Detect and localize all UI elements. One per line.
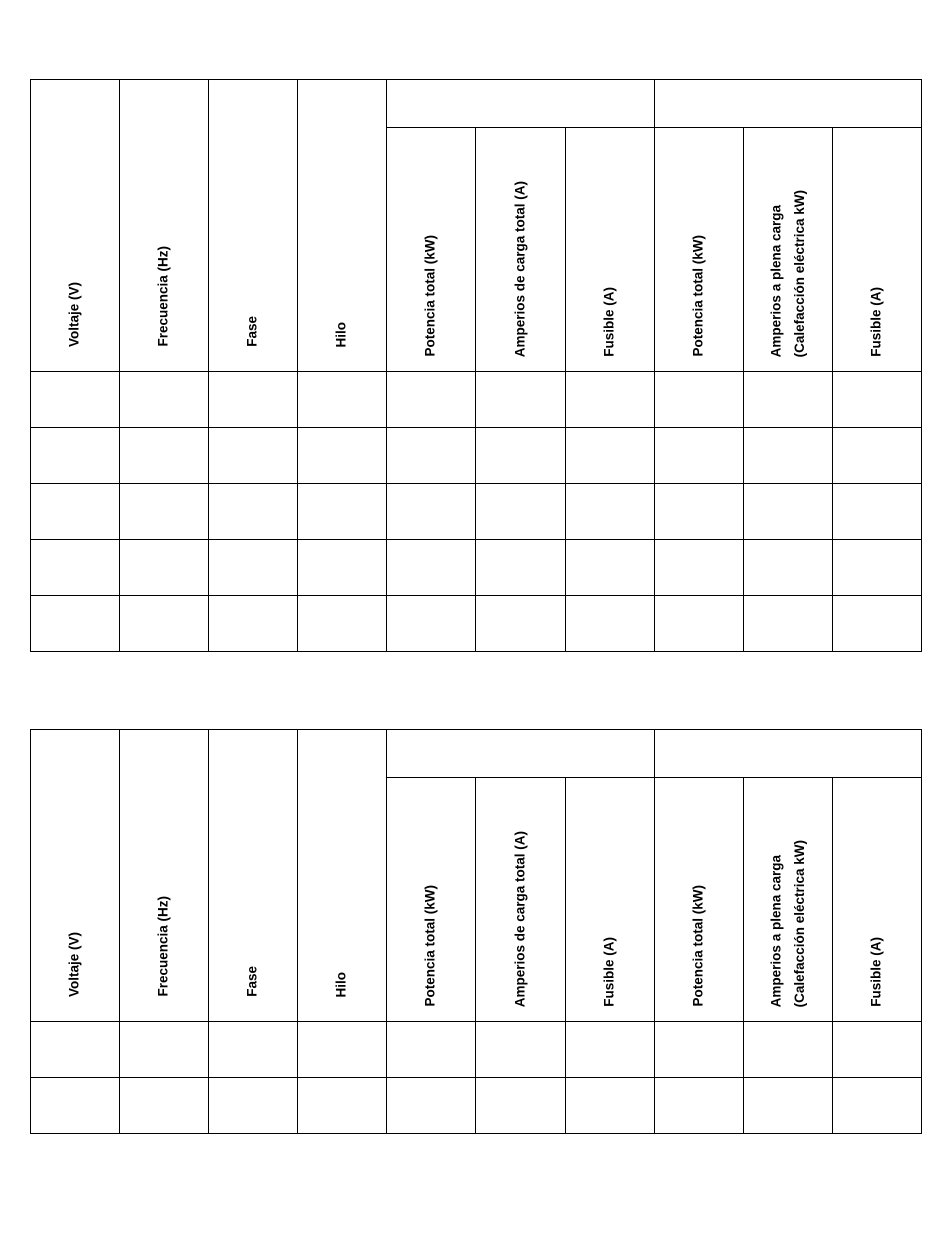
table-cell [565, 1022, 654, 1078]
table-body [31, 1022, 922, 1134]
table-cell [743, 1022, 832, 1078]
col-header-fuse-2: Fusible (A) [832, 778, 921, 1022]
col-header-voltage: Voltaje (V) [31, 80, 120, 372]
table-cell [743, 1078, 832, 1134]
table-cell [387, 596, 476, 652]
col-header-fuse-2: Fusible (A) [832, 128, 921, 372]
table-cell [387, 540, 476, 596]
table-header-row [31, 730, 922, 778]
col-header-phase: Fase [209, 80, 298, 372]
electrical-spec-table-2 [30, 729, 922, 1134]
table-cell [387, 484, 476, 540]
table-cell [31, 372, 120, 428]
table-cell [832, 484, 921, 540]
table-cell [298, 1022, 387, 1078]
col-header-frequency: Frecuencia (Hz) [120, 730, 209, 1022]
table-cell [298, 372, 387, 428]
table-cell [654, 372, 743, 428]
col-header-total-power: Potencia total (kW) [387, 128, 476, 372]
table-cell [476, 1078, 565, 1134]
table-cell [31, 1078, 120, 1134]
group-header-1 [387, 80, 654, 128]
table-cell [209, 1022, 298, 1078]
col-header-phase: Fase [209, 730, 298, 1022]
table-cell [743, 484, 832, 540]
table-cell [387, 1022, 476, 1078]
table-cell [387, 428, 476, 484]
table-cell [654, 596, 743, 652]
table-cell [31, 596, 120, 652]
table-cell [209, 372, 298, 428]
table-cell [120, 1078, 209, 1134]
col-header-total-power: Potencia total (kW) [387, 778, 476, 1022]
table-cell [298, 596, 387, 652]
table-cell [298, 428, 387, 484]
table-cell [298, 1078, 387, 1134]
table-cell [565, 1078, 654, 1134]
col-header-wire: Hilo [298, 80, 387, 372]
table-cell [832, 372, 921, 428]
table-cell [565, 596, 654, 652]
electrical-spec-table-1 [30, 79, 922, 652]
table-cell [209, 540, 298, 596]
group-header-2 [654, 80, 921, 128]
table-cell [832, 428, 921, 484]
table-cell [120, 596, 209, 652]
table-cell [120, 372, 209, 428]
table-row [31, 540, 922, 596]
col-header-fuse: Fusible (A) [565, 128, 654, 372]
col-header-full-load-amps: Amperios a plena carga (Calefacción eléctrica kW) [743, 128, 832, 372]
table-cell [832, 1078, 921, 1134]
table-row [31, 484, 922, 540]
table-cell [476, 484, 565, 540]
table-cell [209, 1078, 298, 1134]
table-cell [476, 1022, 565, 1078]
table-cell [387, 372, 476, 428]
table-cell [565, 428, 654, 484]
col-header-fuse: Fusible (A) [565, 778, 654, 1022]
col-header-wire: Hilo [298, 730, 387, 1022]
table-cell [743, 540, 832, 596]
table-row [31, 596, 922, 652]
table-cell [654, 540, 743, 596]
table-cell [476, 596, 565, 652]
table-cell [654, 1078, 743, 1134]
table-cell [209, 484, 298, 540]
table-cell [654, 484, 743, 540]
table-row [31, 1078, 922, 1134]
table-cell [654, 428, 743, 484]
table-cell [209, 596, 298, 652]
table-cell [565, 372, 654, 428]
table-body [31, 372, 922, 652]
table-cell [31, 484, 120, 540]
table-cell [31, 428, 120, 484]
table-cell [832, 540, 921, 596]
table-cell [743, 428, 832, 484]
group-header-1 [387, 730, 654, 778]
table-header-row [31, 80, 922, 128]
table-cell [476, 372, 565, 428]
table-cell [31, 1022, 120, 1078]
table-cell [654, 1022, 743, 1078]
table-cell [298, 484, 387, 540]
table-cell [209, 428, 298, 484]
table-cell [120, 484, 209, 540]
col-header-total-load-amps: Amperios de carga total (A) [476, 778, 565, 1022]
table-cell [832, 596, 921, 652]
col-header-total-load-amps: Amperios de carga total (A) [476, 128, 565, 372]
col-header-total-power-2: Potencia total (kW) [654, 778, 743, 1022]
table-cell [832, 1022, 921, 1078]
group-header-2 [654, 730, 921, 778]
table-cell [120, 540, 209, 596]
col-header-full-load-amps: Amperios a plena carga (Calefacción eléctrica kW) [743, 778, 832, 1022]
col-header-voltage: Voltaje (V) [31, 730, 120, 1022]
table-cell [565, 540, 654, 596]
table-cell [298, 540, 387, 596]
table-cell [565, 484, 654, 540]
table-row [31, 1022, 922, 1078]
table-cell [120, 428, 209, 484]
table-cell [743, 372, 832, 428]
table-row [31, 428, 922, 484]
col-header-total-power-2: Potencia total (kW) [654, 128, 743, 372]
table-cell [743, 596, 832, 652]
col-header-frequency: Frecuencia (Hz) [120, 80, 209, 372]
table-cell [120, 1022, 209, 1078]
table-cell [476, 428, 565, 484]
table-cell [31, 540, 120, 596]
table-cell [476, 540, 565, 596]
table-cell [387, 1078, 476, 1134]
table-row [31, 372, 922, 428]
